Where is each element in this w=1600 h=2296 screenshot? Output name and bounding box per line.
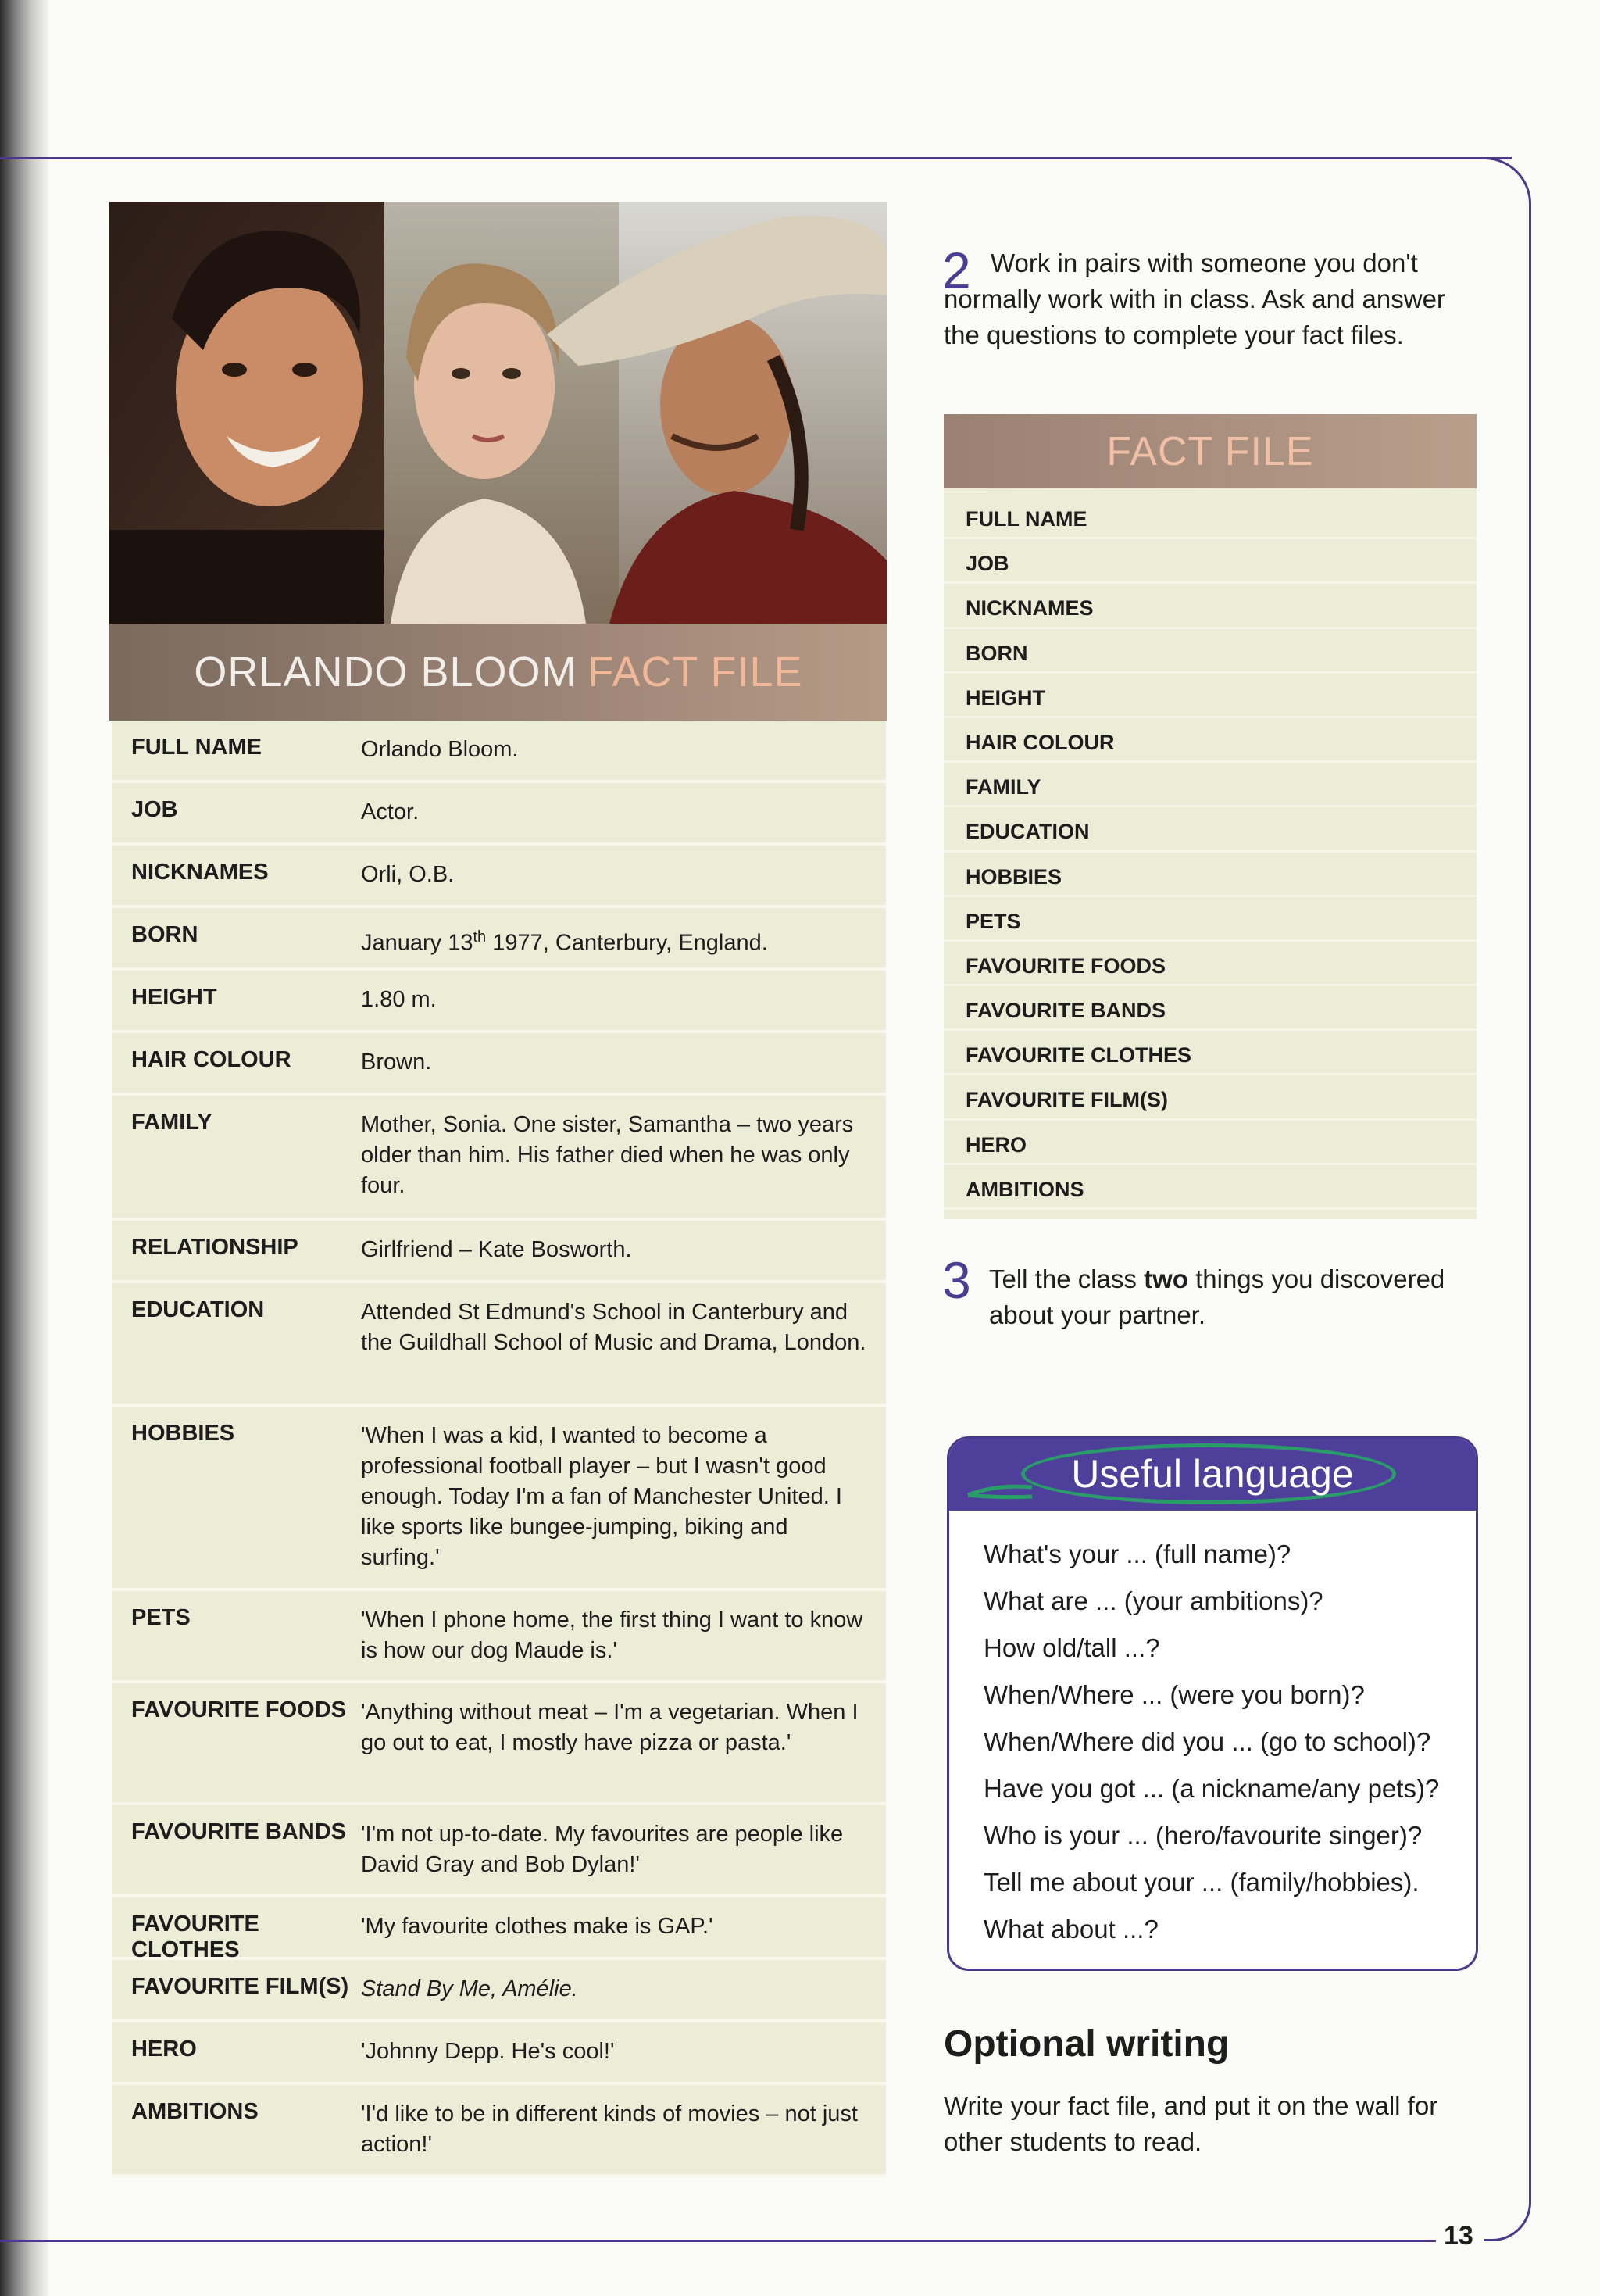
- row-label: FAVOURITE FILM(S): [131, 1974, 349, 1999]
- orlando-fact-file-header: [109, 624, 888, 721]
- row-value: Stand By Me, Amélie.: [361, 1976, 578, 2001]
- task-3-text-end: things you discovered about your partner.: [989, 1264, 1445, 1329]
- blank-fact-file: [944, 414, 1477, 1219]
- list-item: What's your ... (full name)?: [984, 1540, 1291, 1568]
- orlando-fact-file-table: [112, 721, 886, 2177]
- row-value: 'Anything without meat – I'm a vegetarian. When I go out to eat, I mostly have pizza or pasta.': [361, 1700, 859, 1755]
- page-binding-shadow: [0, 0, 48, 2296]
- table-row: [112, 1805, 886, 1897]
- right-rule: [1529, 266, 1531, 2204]
- fact-file-field[interactable]: HEIGHT: [944, 674, 1477, 718]
- table-row: [112, 1407, 886, 1591]
- task-2-instructions: Work in pairs with someone you don't normally work with in class. Ask and answer the questions to complete your fact files.: [944, 249, 1445, 349]
- fact-file-field[interactable]: HAIR COLOUR: [944, 718, 1477, 763]
- list-item: What are ... (your ambitions)?: [984, 1586, 1323, 1615]
- row-label: FAVOURITE BANDS: [131, 1819, 346, 1844]
- row-value: 'When I was a kid, I wanted to become a professional football player – but I wasn't good enough. Today I'm a fan of Manchester United. I like sports like bungee-jumping, biking and surfing.': [361, 1423, 842, 1570]
- actor-photo: [109, 202, 888, 624]
- page-number: 13: [1444, 2221, 1473, 2251]
- task-3-text-start: Tell the class: [989, 1264, 1145, 1293]
- table-row: [112, 2085, 886, 2177]
- row-label: EDUCATION: [131, 1297, 265, 1322]
- fact-file-field[interactable]: FAVOURITE CLOTHES: [944, 1031, 1477, 1075]
- row-value: 'I'd like to be in different kinds of movies – not just action!': [361, 2101, 858, 2157]
- task-2-number: 2: [942, 241, 971, 299]
- row-label: BORN: [131, 922, 198, 947]
- fact-file-field[interactable]: AMBITIONS: [944, 1165, 1477, 1210]
- fact-file-field[interactable]: JOB: [944, 539, 1477, 584]
- table-row: [112, 721, 886, 783]
- fact-file-title-tag: FACT FILE: [588, 649, 803, 696]
- table-row: [112, 2022, 886, 2085]
- bottom-rule: [0, 2240, 1436, 2242]
- fact-file-field[interactable]: BORN: [944, 629, 1477, 674]
- row-label: FULL NAME: [131, 735, 262, 760]
- row-value: Brown.: [361, 1050, 432, 1075]
- row-value: 1.80 m.: [361, 987, 437, 1012]
- list-item: When/Where ... (were you born)?: [984, 1680, 1365, 1709]
- table-row: [112, 846, 886, 908]
- table-row: [112, 783, 886, 846]
- row-value: Mother, Sonia. One sister, Samantha – two years older than him. His father died when he was only four.: [361, 1112, 854, 1198]
- row-label: PETS: [131, 1605, 191, 1630]
- table-row: [112, 1096, 886, 1221]
- fact-file-field[interactable]: HOBBIES: [944, 853, 1477, 897]
- row-label: HERO: [131, 2037, 197, 2062]
- fact-file-title-name: ORLANDO BLOOM: [194, 649, 577, 696]
- row-value: 'I'm not up-to-date. My favourites are people like David Gray and Bob Dylan!': [361, 1822, 844, 1877]
- optional-writing-title: Optional writing: [944, 2023, 1230, 2065]
- list-item: What about ...?: [984, 1915, 1159, 1944]
- blank-fact-file-rows: [944, 488, 1477, 1219]
- useful-language-title: Useful language: [1071, 1452, 1354, 1496]
- fact-file-field[interactable]: FAVOURITE BANDS: [944, 986, 1477, 1031]
- row-value: Girlfriend – Kate Bosworth.: [361, 1237, 632, 1262]
- row-value: Attended St Edmund's School in Canterbury and the Guildhall School of Music and Drama, London.: [361, 1300, 866, 1355]
- fact-file-field[interactable]: FAMILY: [944, 763, 1477, 807]
- list-item: Who is your ... (hero/favourite singer)?: [984, 1821, 1423, 1850]
- useful-language-header: [949, 1439, 1476, 1511]
- task-3-text-emphasis: two: [1144, 1264, 1188, 1293]
- row-value: 'When I phone home, the first thing I want to know is how our dog Maude is.': [361, 1608, 863, 1663]
- born-date: January 13: [361, 930, 473, 956]
- list-item: When/Where did you ... (go to school)?: [984, 1727, 1431, 1756]
- list-item: Have you got ... (a nickname/any pets)?: [984, 1774, 1440, 1803]
- row-label: HAIR COLOUR: [131, 1047, 291, 1072]
- fact-file-field[interactable]: EDUCATION: [944, 807, 1477, 852]
- table-row: [112, 1683, 886, 1805]
- row-value: [361, 908, 886, 967]
- row-value: 'My favourite clothes make is GAP.': [361, 1914, 713, 1939]
- table-row: [112, 1960, 886, 2022]
- table-row: [112, 1283, 886, 1407]
- row-label: FAMILY: [131, 1110, 212, 1135]
- bottom-right-corner-curve: [1484, 2180, 1531, 2241]
- useful-language-box: [947, 1436, 1478, 1971]
- row-label: JOB: [131, 797, 178, 822]
- list-item: Tell me about your ... (family/hobbies).: [984, 1868, 1420, 1897]
- table-row: [112, 908, 886, 971]
- born-date-suffix: th: [473, 928, 487, 946]
- useful-language-list: [949, 1511, 1476, 1953]
- fact-file-field[interactable]: FAVOURITE FILM(S): [944, 1075, 1477, 1120]
- row-label: AMBITIONS: [131, 2099, 259, 2124]
- fact-file-field[interactable]: FAVOURITE FOODS: [944, 942, 1477, 986]
- row-label: RELATIONSHIP: [131, 1235, 298, 1260]
- row-label: FAVOURITE CLOTHES: [131, 1912, 259, 1962]
- optional-writing-text: Write your fact file, and put it on the wall for other students to read.: [944, 2091, 1438, 2156]
- row-value: Actor.: [361, 799, 420, 824]
- fact-file-field[interactable]: FULL NAME: [944, 495, 1477, 539]
- fact-file-field[interactable]: HERO: [944, 1121, 1477, 1165]
- row-label: FAVOURITE FOODS: [131, 1697, 346, 1722]
- task-3-instructions: [989, 1261, 1489, 1333]
- row-label: HOBBIES: [131, 1421, 235, 1446]
- list-item: How old/tall ...?: [984, 1633, 1160, 1662]
- row-value: Orlando Bloom.: [361, 737, 519, 762]
- fact-file-field[interactable]: NICKNAMES: [944, 584, 1477, 628]
- fact-file-field[interactable]: PETS: [944, 897, 1477, 942]
- table-row: [112, 1897, 886, 1960]
- row-label: NICKNAMES: [131, 860, 269, 885]
- table-row: [112, 1221, 886, 1283]
- table-row: [112, 971, 886, 1033]
- blank-fact-file-title: FACT FILE: [1106, 428, 1314, 474]
- table-row: [112, 1591, 886, 1683]
- row-value: 'Johnny Depp. He's cool!': [361, 2039, 615, 2064]
- blank-fact-file-header: [944, 414, 1477, 488]
- task-3-number: 3: [942, 1251, 971, 1309]
- table-row: [112, 1033, 886, 1096]
- row-label: HEIGHT: [131, 985, 217, 1010]
- row-value: Orli, O.B.: [361, 862, 455, 887]
- top-rule: [0, 157, 1512, 159]
- born-place: 1977, Canterbury, England.: [486, 930, 768, 956]
